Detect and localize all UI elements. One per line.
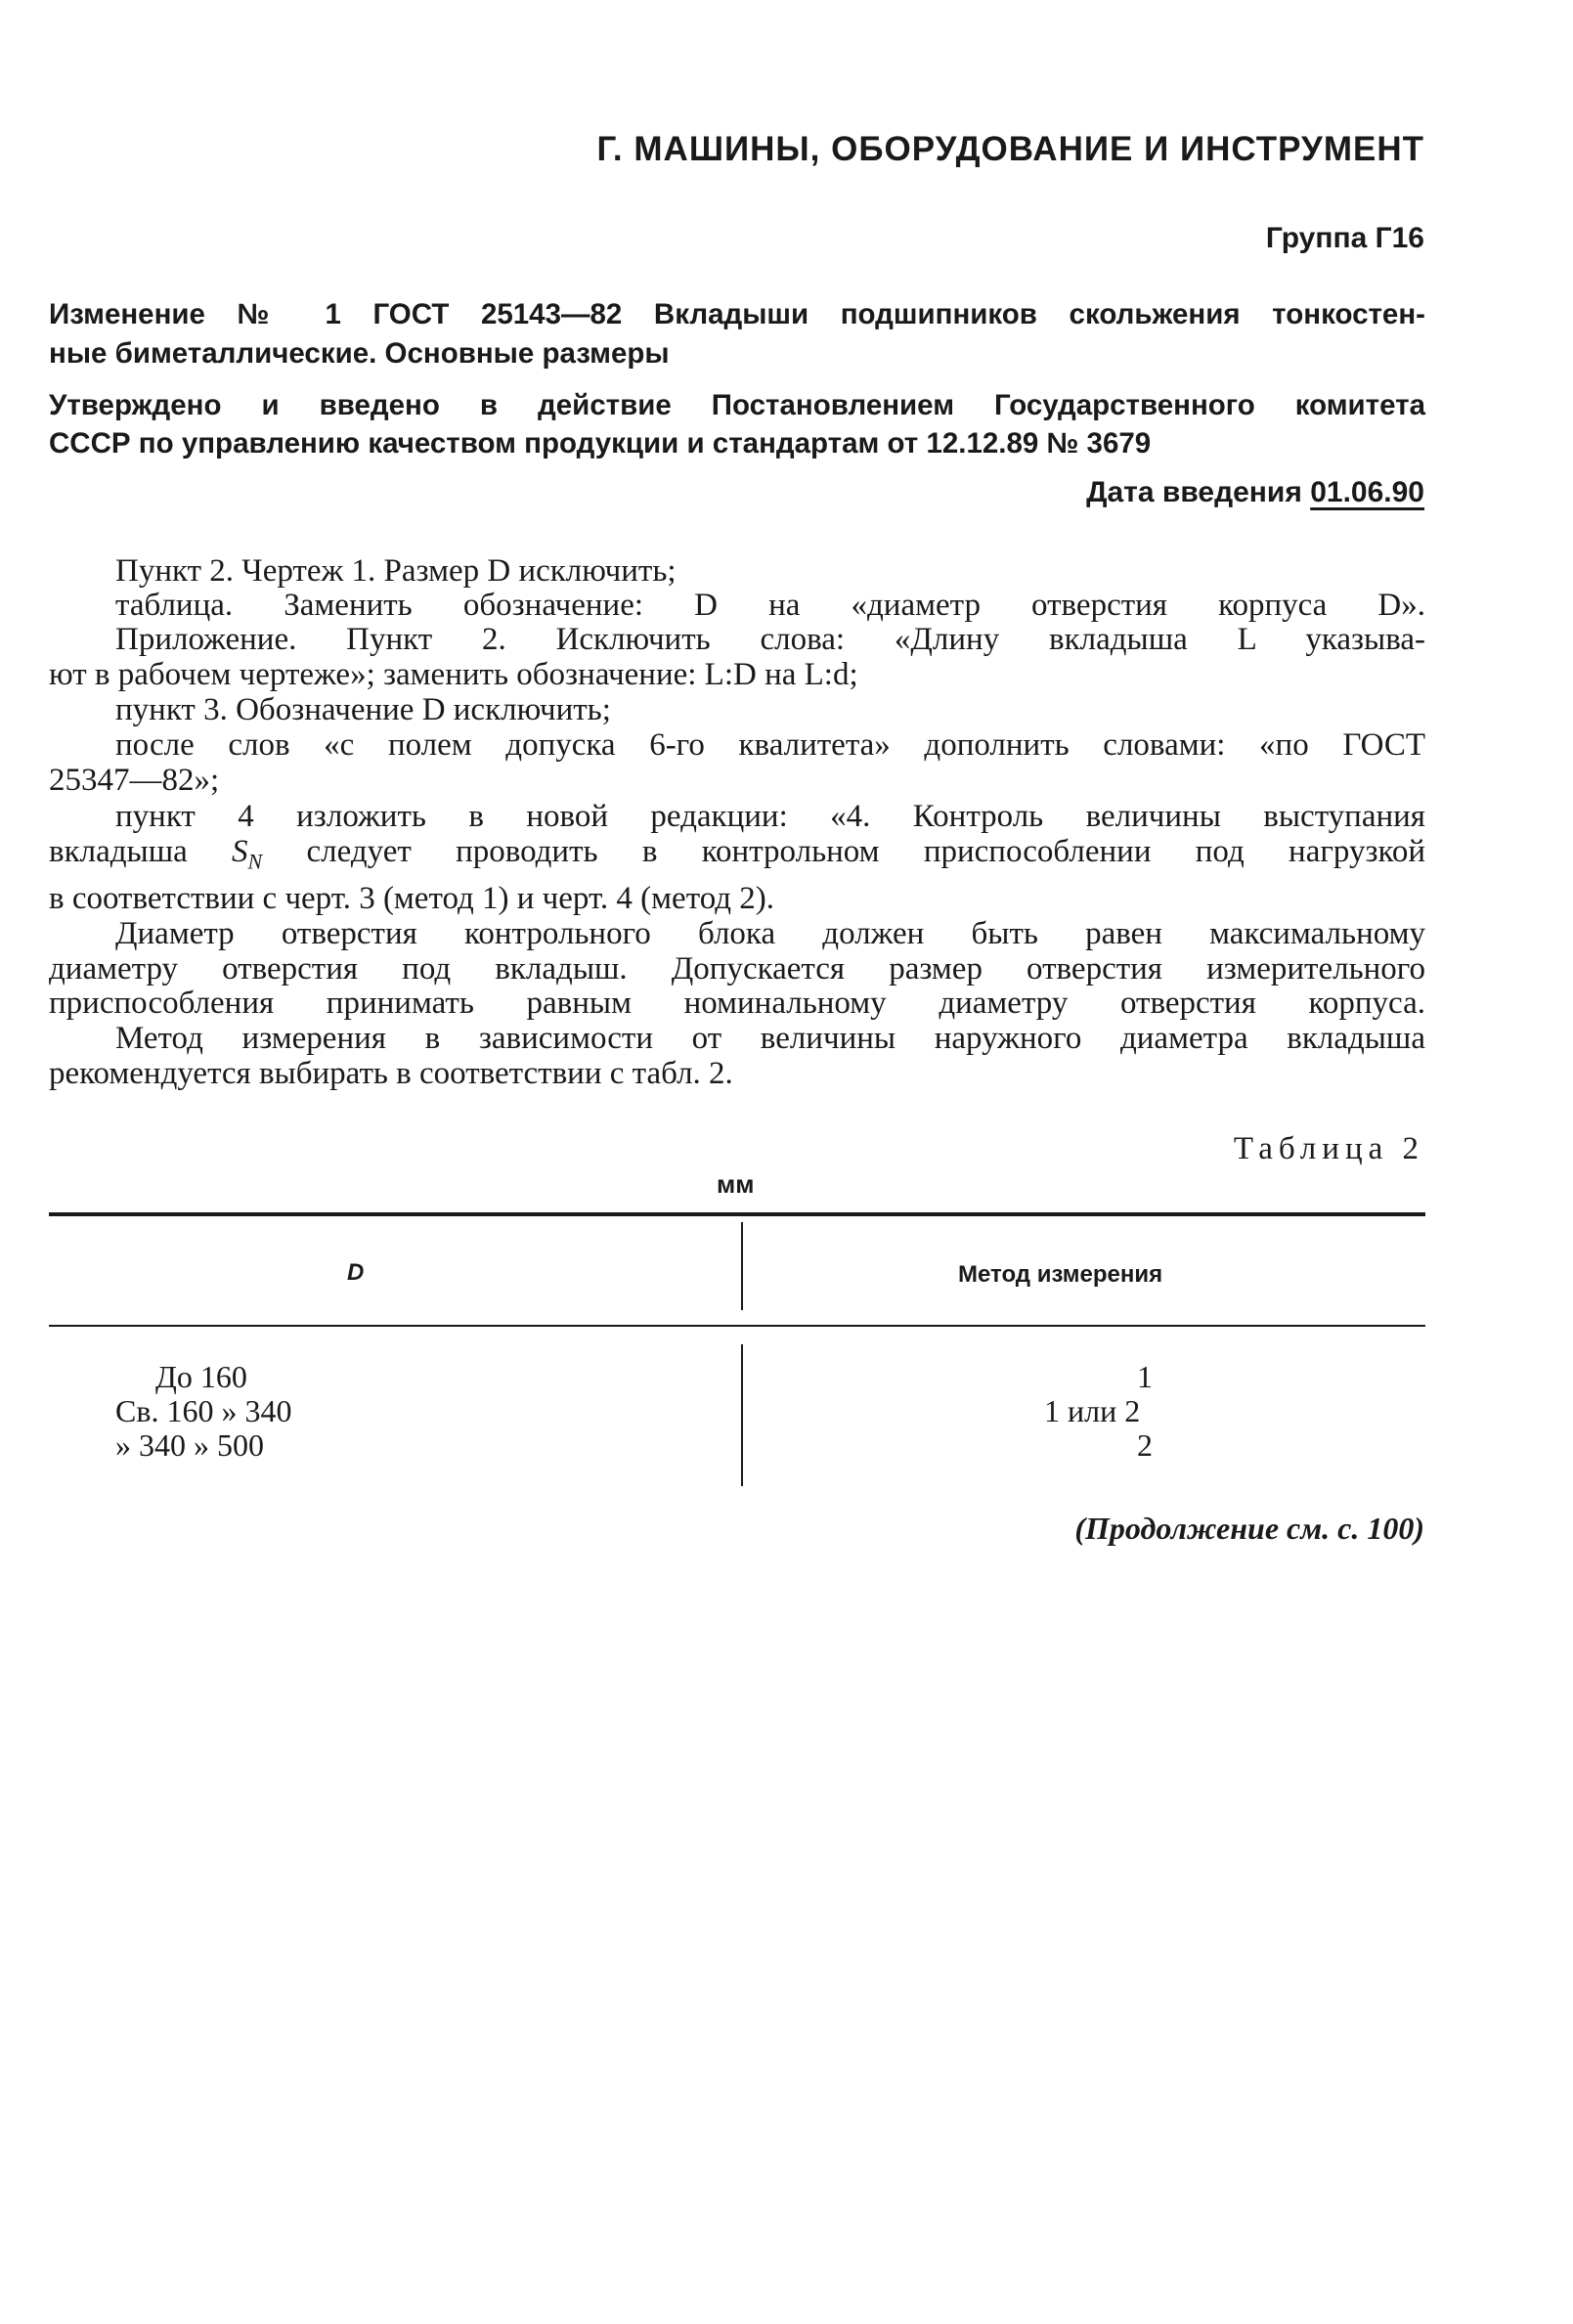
- body-text: следует проводить в контрольном приспособлении под нагрузкой: [306, 834, 1426, 869]
- symbol-subscript-n: N: [247, 849, 263, 874]
- table-column-divider-body: [741, 1344, 743, 1486]
- body-line: 25347—82»;: [49, 763, 220, 798]
- table-cell-d: До 160: [155, 1359, 247, 1394]
- body-line: диаметру отверстия под вкладыш. Допускается размер отверстия измерительного: [49, 951, 1425, 987]
- body-line: пункт 4 изложить в новой редакции: «4. Контроль величины выступания: [115, 799, 1425, 834]
- table-cell-method: 1: [1137, 1359, 1153, 1394]
- table-cell-d: » 340 » 500: [115, 1427, 264, 1463]
- approval-line-1: Утверждено и введено в действие Постановлением Государственного комитета: [49, 389, 1425, 421]
- table-top-rule: [49, 1212, 1425, 1216]
- body-text: вкладыша: [49, 834, 188, 869]
- table-cell-d: Св. 160 » 340: [115, 1393, 292, 1428]
- table-cell-method: 1 или 2: [1044, 1393, 1141, 1428]
- group-label: Группа Г16: [1265, 222, 1424, 254]
- table-caption: Таблица 2: [1233, 1131, 1424, 1166]
- body-line-with-symbol: [49, 834, 1425, 875]
- body-line: в соответствии с черт. 3 (метод 1) и черт. 4 (метод 2).: [49, 881, 775, 916]
- body-line: Пункт 2. Чертеж 1. Размер D исключить;: [115, 553, 677, 589]
- body-line: пункт 3. Обозначение D исключить;: [115, 692, 611, 727]
- body-line: после слов «с полем допуска 6-го квалитета» дополнить словами: «по ГОСТ: [115, 727, 1425, 763]
- approval-line-2: СССР по управлению качеством продукции и стандартам от 12.12.89 № 3679: [49, 427, 1152, 460]
- symbol-s: S: [232, 834, 248, 869]
- table-cell-method: 2: [1137, 1427, 1153, 1463]
- continuation-note: (Продолжение см. с. 100): [1074, 1511, 1424, 1546]
- date-value: 01.06.90: [1310, 476, 1424, 508]
- body-line: Диаметр отверстия контрольного блока должен быть равен максимальному: [115, 916, 1425, 951]
- body-line: приспособления принимать равным номинальному диаметру отверстия корпуса.: [49, 986, 1425, 1021]
- table-column-divider-header: [741, 1222, 743, 1310]
- body-line: таблица. Заменить обозначение: D на «диаметр отверстия корпуса D».: [115, 588, 1425, 623]
- date-label: Дата введения: [1086, 476, 1302, 508]
- amendment-title-line-2: ные биметаллические. Основные размеры: [49, 337, 670, 370]
- body-line: Приложение. Пункт 2. Исключить слова: «Длину вкладыша L указыва-: [115, 622, 1425, 657]
- symbol-s-n: [232, 834, 263, 874]
- effective-date: [1086, 476, 1424, 509]
- table-header-rule: [49, 1325, 1425, 1327]
- table-header-d: D: [347, 1259, 365, 1286]
- body-line: ют в рабочем чертеже»; заменить обозначение: L:D на L:d;: [49, 657, 858, 692]
- body-line: рекомендуется выбирать в соответствии с табл. 2.: [49, 1056, 733, 1091]
- amendment-title-line-1: Изменение № 1 ГОСТ 25143—82 Вкладыши подшипников скольжения тонкостен-: [49, 298, 1425, 330]
- section-title: Г. МАШИНЫ, ОБОРУДОВАНИЕ И ИНСТРУМЕНТ: [596, 130, 1424, 168]
- body-line: Метод измерения в зависимости от величины наружного диаметра вкладыша: [115, 1021, 1425, 1056]
- table-header-method: Метод измерения: [958, 1261, 1163, 1288]
- table-units: мм: [717, 1169, 755, 1199]
